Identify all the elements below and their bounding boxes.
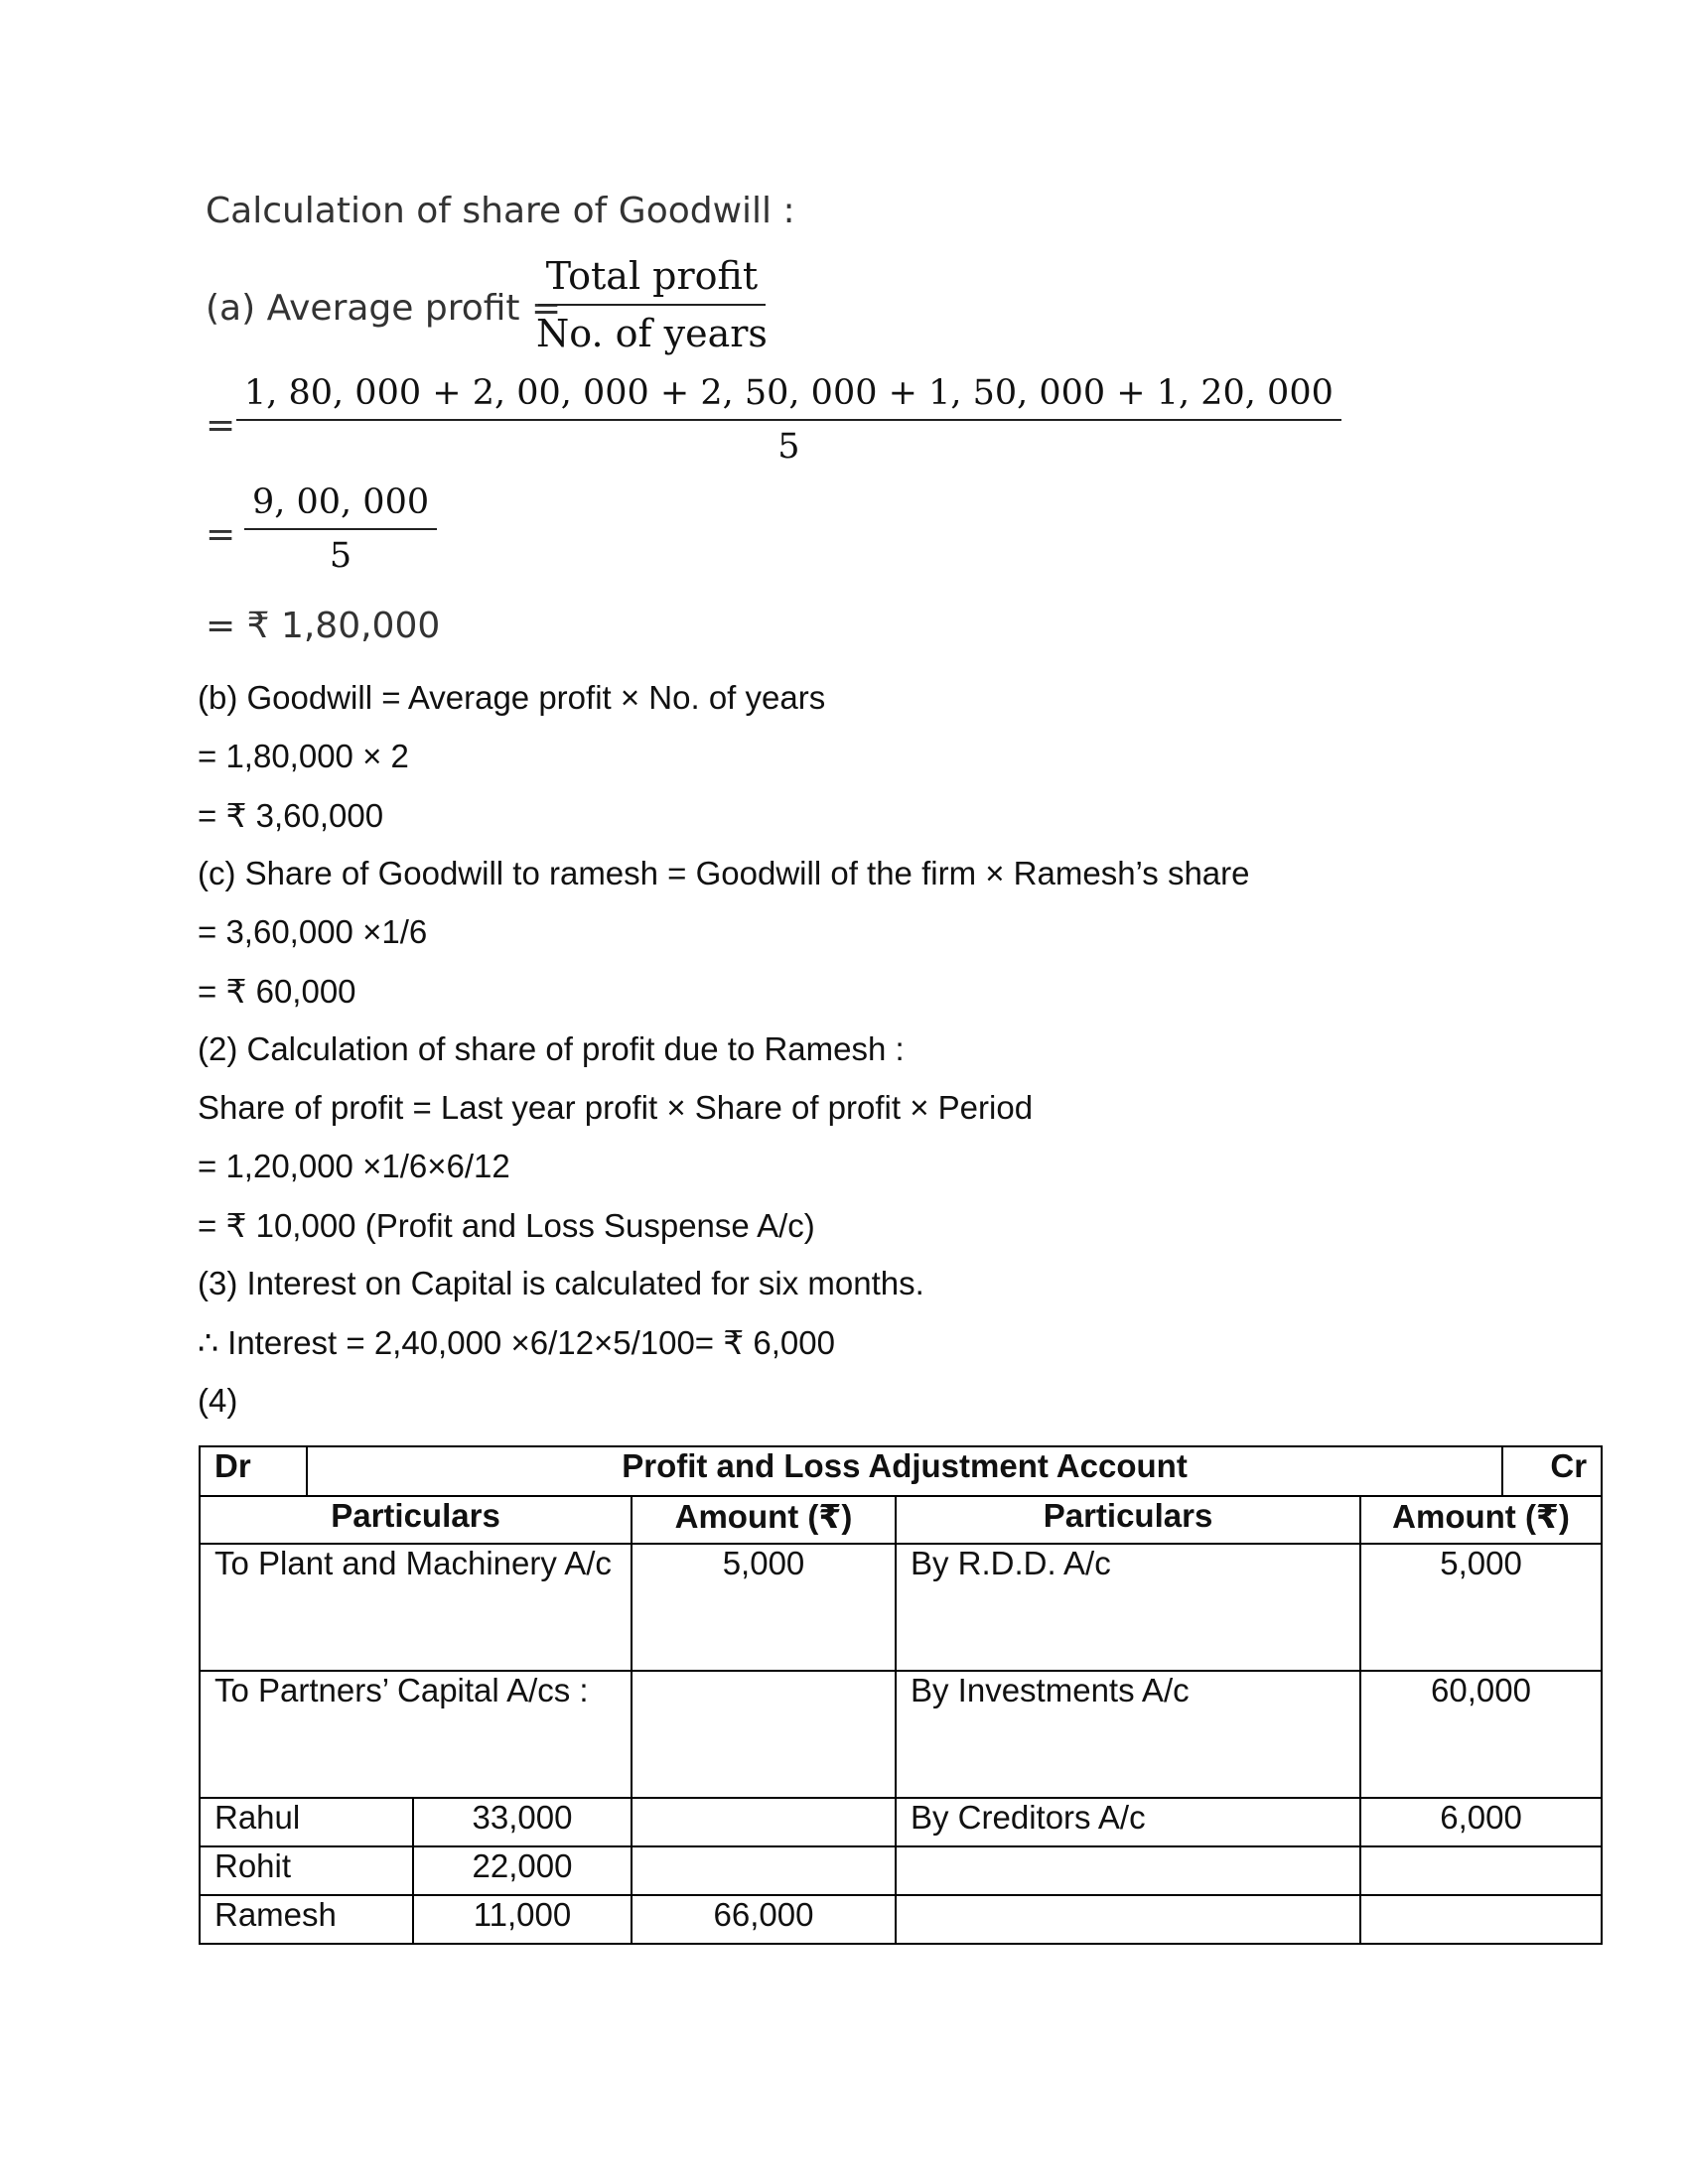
fraction-denominator: No. of years xyxy=(536,312,768,355)
partner-name-cell: Rahul xyxy=(200,1798,413,1846)
equals-sign: = xyxy=(206,405,236,446)
sum-profits-numerator: 1, 80, 000 + 2, 00, 000 + 2, 50, 000 + 1, 50, 000 + 1, 20, 000 xyxy=(236,373,1341,421)
average-profit-result: = ₹ 1,80,000 xyxy=(206,606,441,646)
partner-amount-cell: 11,000 xyxy=(413,1895,632,1944)
table-row xyxy=(200,1798,1602,1846)
profit-share-calc: = 1,20,000 ×1/6×6/12 xyxy=(198,1148,510,1184)
sum-profits-denominator: 5 xyxy=(777,427,800,467)
total-profit-denominator: 5 xyxy=(329,536,352,576)
amount-cell: 5,000 xyxy=(1360,1544,1602,1671)
profit-share-formula: Share of profit = Last year profit × Share of profit × Period xyxy=(198,1089,1034,1126)
amount-cell xyxy=(1360,1846,1602,1895)
goodwill-result: = ₹ 3,60,000 xyxy=(198,797,384,834)
amount-cell: 6,000 xyxy=(1360,1798,1602,1846)
credit-label: Cr xyxy=(1502,1446,1602,1496)
partner-name-cell: Rohit xyxy=(200,1846,413,1895)
average-profit-label: (a) Average profit = xyxy=(206,288,562,329)
partner-amount-cell: 33,000 xyxy=(413,1798,632,1846)
table-row xyxy=(200,1846,1602,1895)
amount-cell xyxy=(1360,1895,1602,1944)
profit-share-result: = ₹ 10,000 (Profit and Loss Suspense A/c) xyxy=(198,1207,815,1244)
goodwill-share-formula: (c) Share of Goodwill to ramesh = Goodwill of the firm × Ramesh’s share xyxy=(198,855,1250,891)
particulars-cell: To Plant and Machinery A/c xyxy=(200,1544,632,1671)
amount-cell: 60,000 xyxy=(1360,1671,1602,1798)
fraction-numerator: Total profit xyxy=(538,254,766,306)
goodwill-share-calc: = 3,60,000 ×1/6 xyxy=(198,913,428,950)
amount-header-left: Amount (₹) xyxy=(632,1496,896,1544)
particulars-cell: By Investments A/c xyxy=(896,1671,1360,1798)
account-title: Profit and Loss Adjustment Account xyxy=(307,1446,1502,1496)
sum-profits-fraction xyxy=(236,373,1341,467)
partner-name-cell: Ramesh xyxy=(200,1895,413,1944)
interest-heading: (3) Interest on Capital is calculated for six months. xyxy=(198,1265,924,1301)
goodwill-calc: = 1,80,000 × 2 xyxy=(198,738,409,774)
interest-calc: ∴ Interest = 2,40,000 ×6/12×5/100= ₹ 6,000 xyxy=(198,1324,835,1361)
part-4-label: (4) xyxy=(198,1382,238,1419)
table-row xyxy=(200,1671,1602,1798)
particulars-cell xyxy=(896,1895,1360,1944)
particulars-header-left: Particulars xyxy=(200,1496,632,1544)
partner-amount-cell: 22,000 xyxy=(413,1846,632,1895)
title-row xyxy=(200,1446,1602,1496)
goodwill-formula: (b) Goodwill = Average profit × No. of years xyxy=(198,679,826,716)
profit-loss-adjustment-table xyxy=(199,1445,1603,1945)
amount-cell: 5,000 xyxy=(632,1544,896,1671)
equals-sign: = xyxy=(206,514,236,555)
average-profit-fraction xyxy=(536,254,768,355)
profit-share-heading: (2) Calculation of share of profit due to Ramesh : xyxy=(198,1030,905,1067)
amount-cell xyxy=(632,1798,896,1846)
table-row xyxy=(200,1895,1602,1944)
debit-label: Dr xyxy=(200,1446,307,1496)
table-row xyxy=(200,1544,1602,1671)
particulars-cell: To Partners’ Capital A/cs : xyxy=(200,1671,632,1798)
amount-header-right: Amount (₹) xyxy=(1360,1496,1602,1544)
total-profit-fraction xyxy=(244,482,437,576)
amount-cell xyxy=(632,1671,896,1798)
particulars-cell xyxy=(896,1846,1360,1895)
goodwill-share-result: = ₹ 60,000 xyxy=(198,973,356,1010)
particulars-header-right: Particulars xyxy=(896,1496,1360,1544)
section-heading: Calculation of share of Goodwill : xyxy=(206,191,795,231)
header-row xyxy=(200,1496,1602,1544)
particulars-cell: By Creditors A/c xyxy=(896,1798,1360,1846)
amount-cell: 66,000 xyxy=(632,1895,896,1944)
amount-cell xyxy=(632,1846,896,1895)
total-profit-numerator: 9, 00, 000 xyxy=(244,482,437,530)
particulars-cell: By R.D.D. A/c xyxy=(896,1544,1360,1671)
